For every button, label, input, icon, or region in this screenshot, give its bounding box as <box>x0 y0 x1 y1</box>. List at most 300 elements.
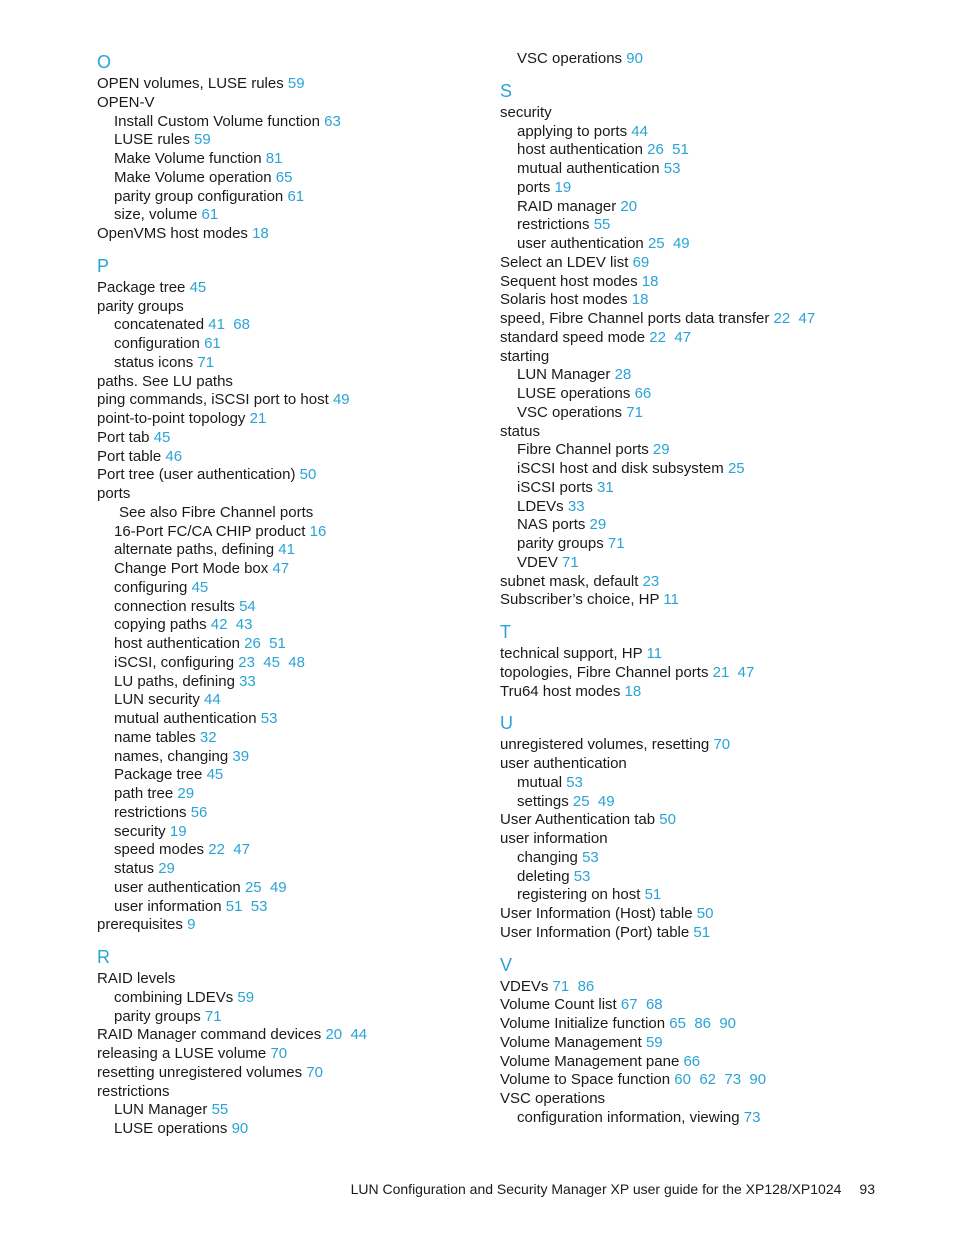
index-subentry <box>500 179 900 198</box>
page-link[interactable]: 18 <box>631 291 649 309</box>
entry-term: mutual authentication <box>517 160 660 177</box>
section-gap <box>500 610 900 620</box>
page-link[interactable]: 68 <box>233 316 250 334</box>
page-link[interactable]: 47 <box>737 663 755 681</box>
entry-term: unregistered volumes, resetting <box>500 736 710 754</box>
entry-term: OPEN-V <box>97 93 155 111</box>
entry-term: changing <box>517 848 578 866</box>
entry-term: VSC operations <box>500 1090 606 1107</box>
entry-term: topologies, Fibre Channel ports <box>500 663 709 681</box>
index-subentry <box>500 441 900 460</box>
index-entry <box>97 466 497 485</box>
entry-term: iSCSI host and disk subsystem <box>517 460 724 477</box>
page-link[interactable]: 66 <box>634 385 652 402</box>
entry-term: ports <box>517 178 551 196</box>
page-link[interactable]: 22 <box>649 328 666 346</box>
entry-term: releasing a LUSE volume <box>97 1045 267 1062</box>
page-link[interactable]: 43 <box>235 616 253 634</box>
entry-term: Solaris host modes <box>500 291 628 309</box>
index-entry <box>500 348 900 367</box>
page-link[interactable]: 11 <box>646 645 663 662</box>
section-gap <box>500 69 900 79</box>
entry-term: Make Volume operation <box>114 168 272 186</box>
index-subentry <box>97 169 497 188</box>
index-entry <box>500 423 900 442</box>
entry-term: LUSE rules <box>114 131 190 149</box>
index-entry <box>500 978 900 997</box>
page-link[interactable]: 45 <box>153 428 171 446</box>
index-letter-heading: S <box>500 80 513 101</box>
page-link[interactable]: 90 <box>231 1120 249 1137</box>
page-link[interactable]: 22 <box>773 310 791 327</box>
page-link[interactable]: 25 <box>572 792 590 810</box>
index-entry <box>500 1015 900 1034</box>
page-link[interactable]: 53 <box>250 897 268 915</box>
entry-term: configuration information, viewing <box>517 1108 740 1126</box>
index-subentry <box>97 188 497 207</box>
entry-term: copying paths <box>114 616 207 634</box>
entry-term: status <box>500 422 541 440</box>
page-link[interactable]: 47 <box>674 328 691 346</box>
entry-term: Volume Count list <box>500 996 617 1014</box>
index-subentry <box>500 235 900 254</box>
entry-term: LUN Manager <box>517 366 611 384</box>
index-entry <box>500 591 900 610</box>
page-link[interactable]: 29 <box>177 785 195 802</box>
index-entry <box>500 329 900 348</box>
page-link[interactable]: 49 <box>332 391 350 409</box>
page-link[interactable]: 61 <box>287 187 305 205</box>
index-entry <box>500 811 900 830</box>
page-link[interactable]: 61 <box>201 206 219 224</box>
entry-term: iSCSI ports <box>517 478 593 496</box>
entry-term: host authentication <box>517 141 643 159</box>
index-entry <box>97 1064 497 1083</box>
index-entry <box>97 279 497 298</box>
page-link[interactable]: 55 <box>593 216 611 234</box>
index-entry <box>97 391 497 410</box>
entry-term: status <box>114 860 155 877</box>
index-subentry <box>97 150 497 169</box>
page-link[interactable]: 66 <box>683 1052 701 1070</box>
entry-term: user authentication <box>114 878 241 896</box>
index-subentry <box>97 335 497 354</box>
index-entry <box>97 94 497 113</box>
index-letter-heading: R <box>97 947 110 967</box>
entry-term: parity groups <box>97 297 184 315</box>
index-subentry <box>97 691 497 710</box>
index-subentry <box>97 523 497 542</box>
page-link[interactable]: 49 <box>672 235 690 252</box>
index-entry <box>97 1083 497 1102</box>
entry-term: security <box>500 103 552 121</box>
index-entry <box>97 429 497 448</box>
index-subentry <box>500 849 900 868</box>
entry-term: VSC operations <box>517 403 623 421</box>
index-entry <box>500 273 900 292</box>
page-link[interactable]: 81 <box>265 150 283 167</box>
index-subentry <box>97 560 497 579</box>
index-entry <box>97 448 497 467</box>
index-letter-heading: V <box>500 954 513 975</box>
index-subentry <box>97 206 497 225</box>
index-subentry <box>500 886 900 905</box>
entry-term: RAID manager <box>517 197 617 215</box>
page-link[interactable]: 20 <box>620 197 638 215</box>
page-link[interactable]: 26 <box>244 635 261 652</box>
entry-term: Install Custom Volume function <box>114 112 320 130</box>
entry-term: restrictions <box>97 1082 170 1100</box>
entry-term: size, volume <box>114 206 198 224</box>
page-link[interactable]: 56 <box>190 803 208 821</box>
page-link[interactable]: 51 <box>644 886 662 904</box>
page-link[interactable]: 63 <box>324 112 341 130</box>
page-link[interactable]: 86 <box>577 977 595 995</box>
entry-term: VDEVs <box>500 977 549 995</box>
page-link[interactable]: 33 <box>239 672 256 690</box>
section-gap <box>97 935 497 945</box>
index-letter-heading: O <box>97 52 112 72</box>
entry-term: Volume to Space function <box>500 1071 671 1089</box>
entry-term: user information <box>114 897 222 915</box>
page-link[interactable]: 73 <box>743 1108 761 1126</box>
page-link[interactable]: 71 <box>607 535 625 552</box>
page-link[interactable]: 32 <box>199 728 217 746</box>
entry-term: NAS ports <box>517 516 586 534</box>
index-subentry <box>500 460 900 479</box>
page-link[interactable]: 45 <box>263 653 280 671</box>
page-link[interactable]: 47 <box>233 841 250 859</box>
index-letter-heading: U <box>500 713 513 734</box>
page-link[interactable]: 46 <box>165 447 183 465</box>
page-link[interactable]: 44 <box>631 122 648 140</box>
entry-term: resetting unregistered volumes <box>97 1063 303 1081</box>
index-subentry <box>97 766 497 785</box>
index-subentry <box>97 785 497 804</box>
page-link[interactable]: 26 <box>647 141 664 159</box>
page-link[interactable]: 53 <box>663 160 681 177</box>
index-entry <box>97 485 497 504</box>
entry-term: 16-Port FC/CA CHIP product <box>114 522 306 540</box>
page-link[interactable]: 47 <box>272 560 290 577</box>
index-subentry <box>97 748 497 767</box>
page-link[interactable]: 70 <box>306 1063 323 1081</box>
index-letter-heading: T <box>500 622 511 642</box>
page-link[interactable]: 18 <box>641 272 659 290</box>
page-link[interactable]: 51 <box>269 635 286 652</box>
entry-term: OPEN volumes, LUSE rules <box>97 75 284 92</box>
index-subentry <box>500 123 900 142</box>
index-subentry <box>500 498 900 517</box>
page-link[interactable]: 51 <box>693 923 711 941</box>
entry-term: deleting <box>517 867 570 885</box>
see-also-reference <box>97 504 497 523</box>
section-gap <box>500 943 900 953</box>
index-subentry <box>500 141 900 160</box>
index-entry <box>500 736 900 755</box>
page-link[interactable]: 70 <box>713 736 731 754</box>
page-link[interactable]: 29 <box>589 516 607 534</box>
index-entry <box>97 1026 497 1045</box>
index-subentry <box>500 1109 900 1128</box>
page-link[interactable]: 29 <box>158 860 175 877</box>
page-link[interactable]: 61 <box>204 335 221 352</box>
entry-term: Package tree <box>114 766 203 784</box>
index-subentry <box>500 160 900 179</box>
index-subentry <box>500 516 900 535</box>
page-link[interactable]: 29 <box>652 441 670 459</box>
index-subentry <box>97 635 497 654</box>
entry-term: concatenated <box>114 316 205 334</box>
page-link[interactable]: 39 <box>232 747 250 765</box>
page-link[interactable]: 48 <box>288 653 305 671</box>
index-subentry <box>97 616 497 635</box>
page-link[interactable]: 41 <box>278 541 295 559</box>
page-link[interactable]: 25 <box>727 460 745 477</box>
page-number: 93 <box>859 1181 875 1197</box>
page-link[interactable]: 59 <box>287 75 305 92</box>
entry-term: VSC operations <box>517 50 623 67</box>
entry-term: Port tree (user authentication) <box>97 466 296 484</box>
index-entry <box>500 664 900 683</box>
entry-term: registering on host <box>517 886 641 904</box>
entry-term: subnet mask, default <box>500 572 639 590</box>
page-link[interactable]: 70 <box>270 1045 288 1062</box>
index-subentry <box>97 710 497 729</box>
page-link[interactable]: 65 <box>275 168 293 186</box>
index-subentry <box>500 366 900 385</box>
page-link[interactable]: 19 <box>169 822 187 840</box>
page-link[interactable]: 22 <box>208 841 225 859</box>
entry-term: starting <box>500 347 550 365</box>
index-subentry <box>500 793 900 812</box>
page-link[interactable]: 90 <box>749 1071 767 1089</box>
entry-term: speed, Fibre Channel ports data transfer <box>500 310 770 327</box>
entry-term: Subscriber’s choice, HP <box>500 591 660 609</box>
index-entry <box>97 373 497 392</box>
page-link[interactable]: 50 <box>696 905 714 922</box>
page-link[interactable]: 90 <box>719 1015 737 1032</box>
page-link[interactable]: 16 <box>309 522 327 540</box>
entry-term: combining LDEVs <box>114 988 234 1006</box>
entry-term: status icons <box>114 353 194 371</box>
page-link[interactable]: 51 <box>672 141 689 159</box>
entry-term: OpenVMS host modes <box>97 225 248 242</box>
index-subentry <box>97 1101 497 1120</box>
index-entry <box>500 254 900 273</box>
page-link[interactable]: 59 <box>194 131 211 149</box>
page-link[interactable]: 25 <box>647 235 665 252</box>
index-entry <box>500 104 900 123</box>
index-entry <box>500 683 900 702</box>
page-link[interactable]: 45 <box>206 766 224 784</box>
page-link[interactable]: 44 <box>204 691 221 709</box>
index-subentry <box>500 216 900 235</box>
index-entry <box>500 830 900 849</box>
page-link[interactable]: 71 <box>626 403 643 421</box>
index-subentry <box>500 404 900 423</box>
page-link[interactable]: 45 <box>191 578 209 596</box>
entry-term: User Information (Host) table <box>500 905 693 922</box>
page-link[interactable]: 49 <box>269 878 287 896</box>
index-entry <box>500 1053 900 1072</box>
page-link[interactable]: 55 <box>211 1101 229 1119</box>
page-link[interactable]: 44 <box>350 1026 368 1044</box>
index-entry <box>500 924 900 943</box>
index-subentry <box>97 729 497 748</box>
page-link[interactable]: 18 <box>252 225 269 242</box>
page-link[interactable]: 53 <box>573 867 591 885</box>
page-link[interactable]: 73 <box>724 1071 742 1089</box>
entry-term: Port tab <box>97 428 150 446</box>
page-link[interactable]: 51 <box>225 897 243 915</box>
footer-title: LUN Configuration and Security Manager XP user guide for the XP128/XP1024 <box>350 1181 842 1197</box>
entry-term: Volume Management <box>500 1033 642 1051</box>
page-link[interactable]: 90 <box>626 50 643 67</box>
entry-term: parity groups <box>114 1007 201 1025</box>
entry-term: name tables <box>114 728 196 746</box>
entry-term: point-to-point topology <box>97 410 246 427</box>
page-link[interactable]: 19 <box>554 178 572 196</box>
entry-term: security <box>114 822 166 840</box>
index-entry <box>500 1071 900 1090</box>
entry-term: paths. See LU paths <box>97 372 233 390</box>
index-column-left <box>97 50 497 1139</box>
page-link[interactable]: 53 <box>566 773 583 791</box>
entry-term: user authentication <box>500 755 627 772</box>
page-link[interactable]: 28 <box>614 366 632 384</box>
page-link[interactable]: 49 <box>597 792 615 810</box>
index-subentry <box>97 579 497 598</box>
page-link[interactable]: 23 <box>238 653 255 671</box>
entry-term: RAID levels <box>97 970 176 987</box>
page-link[interactable]: 59 <box>645 1033 663 1051</box>
page-link[interactable]: 9 <box>187 916 196 934</box>
entry-term: path tree <box>114 785 174 802</box>
page-link[interactable]: 21 <box>249 410 267 427</box>
entry-term: LUN security <box>114 691 200 709</box>
index-subentry <box>97 541 497 560</box>
index-entry <box>500 755 900 774</box>
entry-term: VDEV <box>517 553 558 571</box>
entry-term: Make Volume function <box>114 150 262 167</box>
page-link[interactable]: 68 <box>645 996 663 1014</box>
page-link[interactable]: 33 <box>567 497 585 515</box>
entry-term: Fibre Channel ports <box>517 441 649 459</box>
index-subentry <box>97 354 497 373</box>
page-link[interactable]: 67 <box>620 996 638 1014</box>
page-link[interactable]: 50 <box>299 466 317 484</box>
page-link[interactable]: 20 <box>325 1026 343 1044</box>
page-link[interactable]: 42 <box>210 616 228 634</box>
page-link[interactable]: 59 <box>237 988 255 1006</box>
page-link[interactable]: 45 <box>189 278 207 296</box>
entry-term: Volume Initialize function <box>500 1015 666 1032</box>
page-link[interactable]: 47 <box>798 310 816 327</box>
index-letter-heading: P <box>97 255 110 276</box>
index-entry <box>97 298 497 317</box>
index-subentry <box>97 673 497 692</box>
entry-term: RAID Manager command devices <box>97 1026 322 1044</box>
page-link[interactable]: 71 <box>552 977 570 995</box>
index-entry <box>500 905 900 924</box>
index-entry <box>97 916 497 935</box>
index-subentry <box>97 823 497 842</box>
page-link[interactable]: 86 <box>694 1015 711 1032</box>
page-link[interactable]: 53 <box>582 848 599 866</box>
page-link[interactable]: 23 <box>642 572 660 590</box>
entry-term: Select an LDEV list <box>500 253 629 271</box>
entry-term: settings <box>517 792 569 810</box>
entry-term: parity groups <box>517 535 604 552</box>
index-entry <box>97 410 497 429</box>
index-entry <box>500 291 900 310</box>
index-entry <box>500 1034 900 1053</box>
index-subentry <box>97 841 497 860</box>
entry-term: configuration <box>114 335 200 352</box>
entry-term: ping commands, iSCSI port to host <box>97 391 329 409</box>
entry-term: names, changing <box>114 747 229 765</box>
index-subentry <box>500 50 900 69</box>
index-subentry <box>97 131 497 150</box>
entry-term: alternate paths, defining <box>114 541 275 559</box>
page-link[interactable]: 62 <box>699 1071 717 1089</box>
page-link[interactable]: 60 <box>674 1071 691 1089</box>
page-link[interactable]: 71 <box>204 1007 222 1025</box>
page-link[interactable]: 53 <box>260 710 278 727</box>
index-subentry <box>97 898 497 917</box>
section-gap <box>500 701 900 711</box>
page-link[interactable]: 25 <box>244 878 262 896</box>
entry-term: mutual authentication <box>114 710 257 727</box>
index-subentry <box>97 989 497 1008</box>
entry-term: standard speed mode <box>500 328 646 346</box>
page-link[interactable]: 71 <box>197 353 215 371</box>
page-link[interactable]: 11 <box>663 591 679 609</box>
entry-term: LUSE operations <box>517 385 631 402</box>
page-link[interactable]: 71 <box>562 553 579 571</box>
page-link[interactable]: 69 <box>632 253 650 271</box>
index-subentry <box>97 860 497 879</box>
index-subentry <box>500 868 900 887</box>
page-link[interactable]: 65 <box>669 1015 686 1032</box>
index-entry <box>97 1045 497 1064</box>
page-link[interactable]: 50 <box>659 811 676 829</box>
entry-term: Sequent host modes <box>500 272 638 290</box>
index-subentry <box>97 113 497 132</box>
entry-term: See also Fibre Channel ports <box>119 503 314 521</box>
index-subentry <box>97 1008 497 1027</box>
index-subentry <box>97 879 497 898</box>
index-entry <box>500 1090 900 1109</box>
page-link[interactable]: 18 <box>624 682 642 700</box>
page-link[interactable]: 21 <box>712 663 730 681</box>
index-subentry <box>97 1120 497 1139</box>
entry-term: LUSE operations <box>114 1120 228 1137</box>
page-link[interactable]: 31 <box>597 478 614 496</box>
entry-term: user authentication <box>517 235 644 252</box>
index-subentry <box>500 198 900 217</box>
entry-term: speed modes <box>114 841 205 859</box>
page-link[interactable]: 41 <box>208 316 225 334</box>
index-entry <box>97 75 497 94</box>
page-footer <box>351 1180 875 1198</box>
entry-term: Change Port Mode box <box>114 560 269 577</box>
entry-term: Package tree <box>97 278 186 296</box>
entry-term: User Information (Port) table <box>500 923 690 941</box>
entry-term: LU paths, defining <box>114 672 235 690</box>
page-link[interactable]: 54 <box>239 597 256 615</box>
